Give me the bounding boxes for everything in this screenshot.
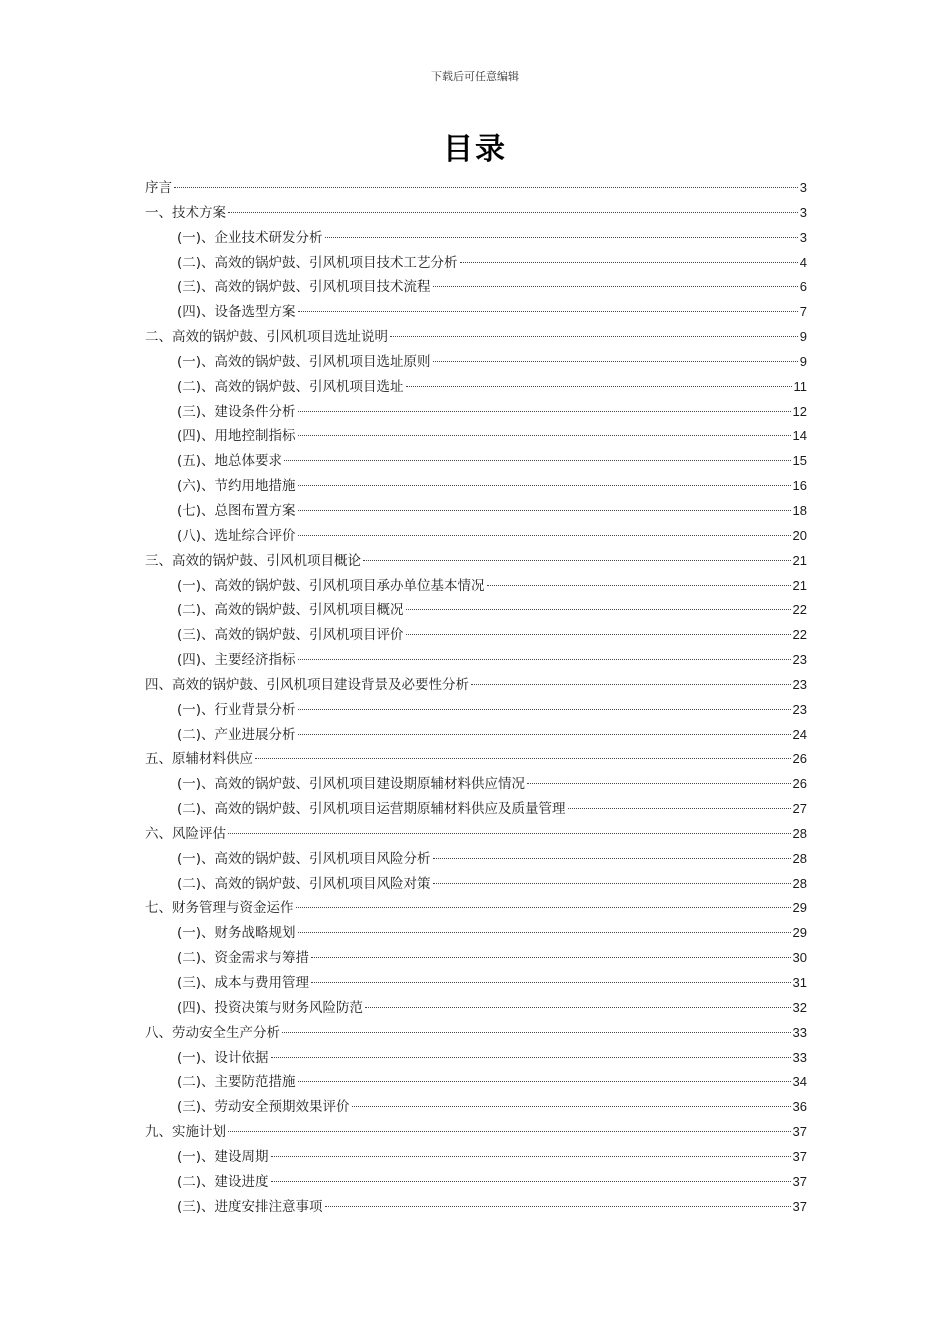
- toc-entry-label: (二)、高效的锅炉鼓、引风机项目风险对策: [177, 875, 431, 892]
- toc-section-entry[interactable]: [145, 1145, 807, 1170]
- toc-section-entry[interactable]: [145, 946, 807, 971]
- toc-section-entry[interactable]: [145, 424, 807, 449]
- toc-chapter-entry[interactable]: [145, 896, 807, 921]
- toc-entry-page-number: 12: [792, 403, 807, 419]
- toc-entry-label: (三)、劳动安全预期效果评价: [177, 1099, 350, 1116]
- toc-entry-label: (二)、产业进展分析: [177, 726, 296, 743]
- toc-entry-label: (三)、进度安排注意事项: [177, 1198, 323, 1215]
- toc-chapter-entry[interactable]: [145, 549, 807, 574]
- toc-entry-page-number: 22: [792, 627, 807, 643]
- toc-entry-page-number: 34: [792, 1074, 807, 1090]
- toc-entry-page-number: 3: [799, 180, 807, 195]
- toc-entry-page-number: 37: [792, 1198, 807, 1214]
- toc-section-entry[interactable]: [145, 574, 807, 599]
- toc-entry-label: (六)、节约用地措施: [177, 478, 296, 495]
- toc-section-entry[interactable]: [145, 300, 807, 325]
- toc-entry-page-number: 37: [792, 1148, 807, 1164]
- toc-entry-page-number: 37: [792, 1124, 807, 1140]
- toc-dot-leader: [255, 757, 791, 759]
- toc-dot-leader: [406, 608, 791, 610]
- toc-dot-leader: [298, 708, 791, 710]
- toc-entry-label: (一)、高效的锅炉鼓、引风机项目风险分析: [177, 850, 431, 867]
- toc-section-entry[interactable]: [145, 1070, 807, 1095]
- toc-dot-leader: [282, 1031, 791, 1033]
- toc-entry-label: (四)、主要经济指标: [177, 652, 296, 669]
- toc-entry-page-number: 32: [792, 999, 807, 1015]
- toc-section-entry[interactable]: [145, 872, 807, 897]
- toc-entry-label: (三)、成本与费用管理: [177, 975, 310, 991]
- toc-dot-leader: [174, 186, 798, 188]
- toc-dot-leader: [433, 360, 798, 362]
- toc-entry-page-number: 16: [792, 478, 807, 494]
- toc-entry-page-number: 23: [792, 701, 807, 717]
- toc-entry-page-number: 29: [792, 925, 807, 941]
- table-of-contents: [145, 176, 807, 1219]
- toc-entry-page-number: 28: [792, 875, 807, 891]
- toc-entry-page-number: 20: [792, 527, 807, 543]
- toc-entry-page-number: 4: [799, 254, 807, 270]
- toc-entry-page-number: 3: [799, 204, 807, 220]
- toc-dot-leader: [433, 882, 791, 884]
- toc-entry-page-number: 23: [792, 652, 807, 668]
- toc-section-entry[interactable]: [145, 350, 807, 375]
- toc-entry-label: (七)、总图布置方案: [177, 502, 296, 519]
- toc-dot-leader: [433, 285, 798, 287]
- toc-entry-page-number: 22: [792, 602, 807, 618]
- toc-entry-label: (一)、建设周期: [177, 1148, 269, 1165]
- toc-section-entry[interactable]: [145, 251, 807, 276]
- toc-entry-page-number: 28: [792, 850, 807, 866]
- toc-section-entry[interactable]: [145, 648, 807, 673]
- toc-dot-leader: [298, 658, 791, 660]
- toc-entry-page-number: 36: [792, 1099, 807, 1115]
- toc-entry-page-number: 29: [792, 900, 807, 916]
- toc-section-entry[interactable]: [145, 375, 807, 400]
- toc-section-entry[interactable]: [145, 524, 807, 549]
- toc-dot-leader: [406, 633, 791, 635]
- toc-entry-page-number: 6: [799, 279, 807, 295]
- toc-dot-leader: [298, 484, 791, 486]
- toc-entry-page-number: 26: [792, 776, 807, 792]
- toc-entry-label: (二)、高效的锅炉鼓、引风机项目选址: [177, 378, 404, 395]
- toc-entry-label: (一)、企业技术研发分析: [177, 229, 323, 246]
- toc-section-entry[interactable]: [145, 1170, 807, 1195]
- toc-entry-label: 八、劳动安全生产分析: [145, 1024, 280, 1041]
- toc-entry-label: (一)、行业背景分析: [177, 701, 296, 718]
- toc-chapter-entry[interactable]: [145, 747, 807, 772]
- toc-entry-label: 二、高效的锅炉鼓、引风机项目选址说明: [145, 329, 388, 346]
- toc-section-entry[interactable]: [145, 971, 807, 996]
- toc-section-entry[interactable]: [145, 996, 807, 1021]
- toc-dot-leader: [298, 1080, 791, 1082]
- toc-entry-label: 序言: [145, 180, 172, 196]
- toc-dot-leader: [460, 261, 798, 263]
- toc-section-entry[interactable]: [145, 474, 807, 499]
- toc-section-entry[interactable]: [145, 598, 807, 623]
- page-title: 目录: [443, 132, 507, 167]
- toc-entry-label: (二)、主要防范措施: [177, 1074, 296, 1091]
- toc-entry-label: (二)、建设进度: [177, 1173, 269, 1190]
- toc-entry-page-number: 23: [792, 676, 807, 692]
- toc-dot-leader: [363, 559, 791, 561]
- toc-section-entry[interactable]: [145, 1195, 807, 1220]
- toc-entry-page-number: 14: [792, 428, 807, 444]
- toc-entry-label: (二)、资金需求与筹措: [177, 950, 310, 967]
- toc-entry-page-number: 31: [792, 975, 807, 990]
- toc-section-entry[interactable]: [145, 921, 807, 946]
- toc-entry-label: (一)、财务战略规划: [177, 925, 296, 942]
- toc-dot-leader: [311, 981, 790, 983]
- toc-chapter-entry[interactable]: [145, 673, 807, 698]
- toc-dot-leader: [433, 857, 791, 859]
- toc-section-entry[interactable]: [145, 772, 807, 797]
- toc-dot-leader: [228, 832, 791, 834]
- toc-entry-label: (二)、高效的锅炉鼓、引风机项目运营期原辅材料供应及质量管理: [177, 801, 566, 818]
- toc-section-entry[interactable]: [145, 275, 807, 300]
- toc-chapter-entry[interactable]: [145, 176, 807, 201]
- toc-entry-page-number: 33: [792, 1049, 807, 1065]
- toc-entry-label: (四)、设备选型方案: [177, 304, 296, 321]
- toc-dot-leader: [527, 782, 790, 784]
- toc-entry-page-number: 15: [792, 453, 807, 469]
- toc-entry-page-number: 26: [792, 751, 807, 767]
- toc-dot-leader: [271, 1180, 791, 1182]
- toc-section-entry[interactable]: [145, 226, 807, 251]
- toc-entry-label: (一)、设计依据: [177, 1049, 269, 1066]
- toc-section-entry[interactable]: [145, 698, 807, 723]
- toc-entry-page-number: 30: [792, 950, 807, 966]
- page-header-note: 下载后可任意编辑: [431, 70, 519, 83]
- toc-dot-leader: [390, 335, 798, 337]
- toc-dot-leader: [365, 1006, 790, 1008]
- toc-section-entry[interactable]: [145, 623, 807, 648]
- toc-entry-label: (三)、建设条件分析: [177, 403, 296, 420]
- toc-entry-label: 四、高效的锅炉鼓、引风机项目建设背景及必要性分析: [145, 676, 469, 693]
- toc-section-entry[interactable]: [145, 797, 807, 822]
- toc-chapter-entry[interactable]: [145, 201, 807, 226]
- toc-dot-leader: [296, 906, 791, 908]
- toc-dot-leader: [228, 1130, 791, 1132]
- toc-entry-label: 六、风险评估: [145, 825, 226, 842]
- toc-entry-page-number: 7: [799, 304, 807, 320]
- toc-section-entry[interactable]: [145, 847, 807, 872]
- toc-entry-label: (三)、高效的锅炉鼓、引风机项目技术流程: [177, 279, 431, 296]
- toc-dot-leader: [271, 1056, 791, 1058]
- toc-dot-leader: [325, 236, 798, 238]
- toc-entry-label: (八)、选址综合评价: [177, 527, 296, 544]
- toc-section-entry[interactable]: [145, 499, 807, 524]
- toc-dot-leader: [298, 534, 791, 536]
- toc-entry-label: (二)、高效的锅炉鼓、引风机项目技术工艺分析: [177, 254, 458, 271]
- toc-entry-label: (一)、高效的锅炉鼓、引风机项目选址原则: [177, 353, 431, 370]
- toc-dot-leader: [298, 733, 791, 735]
- toc-entry-label: (一)、高效的锅炉鼓、引风机项目建设期原辅材料供应情况: [177, 776, 526, 793]
- toc-dot-leader: [352, 1105, 791, 1107]
- toc-dot-leader: [228, 211, 798, 213]
- toc-dot-leader: [406, 385, 792, 387]
- toc-entry-page-number: 3: [799, 229, 807, 245]
- toc-section-entry[interactable]: [145, 400, 807, 425]
- toc-dot-leader: [311, 956, 790, 958]
- toc-entry-label: 七、财务管理与资金运作: [145, 900, 294, 917]
- toc-dot-leader: [298, 410, 791, 412]
- toc-dot-leader: [298, 931, 791, 933]
- toc-entry-page-number: 27: [792, 801, 807, 817]
- toc-dot-leader: [487, 584, 791, 586]
- toc-dot-leader: [568, 807, 791, 809]
- toc-entry-page-number: 28: [792, 825, 807, 841]
- toc-entry-page-number: 11: [793, 378, 807, 394]
- toc-section-entry[interactable]: [145, 1095, 807, 1120]
- toc-dot-leader: [284, 459, 790, 461]
- toc-dot-leader: [271, 1155, 791, 1157]
- toc-entry-label: (四)、用地控制指标: [177, 428, 296, 445]
- toc-entry-label: (二)、高效的锅炉鼓、引风机项目概况: [177, 602, 404, 619]
- toc-dot-leader: [471, 683, 791, 685]
- toc-section-entry[interactable]: [145, 1046, 807, 1071]
- toc-entry-label: (三)、高效的锅炉鼓、引风机项目评价: [177, 627, 404, 644]
- toc-dot-leader: [298, 434, 791, 436]
- toc-chapter-entry[interactable]: [145, 1120, 807, 1145]
- toc-entry-page-number: 21: [792, 552, 807, 568]
- toc-dot-leader: [325, 1205, 791, 1207]
- toc-chapter-entry[interactable]: [145, 822, 807, 847]
- toc-entry-label: 五、原辅材料供应: [145, 751, 253, 768]
- toc-entry-page-number: 18: [792, 502, 807, 518]
- toc-dot-leader: [298, 509, 791, 511]
- toc-section-entry[interactable]: [145, 723, 807, 748]
- toc-entry-label: 九、实施计划: [145, 1124, 226, 1141]
- toc-entry-label: 三、高效的锅炉鼓、引风机项目概论: [145, 552, 361, 569]
- toc-entry-page-number: 9: [799, 329, 807, 345]
- toc-entry-page-number: 24: [792, 726, 807, 742]
- toc-entry-page-number: 21: [792, 577, 807, 593]
- toc-section-entry[interactable]: [145, 449, 807, 474]
- toc-entry-label: 一、技术方案: [145, 204, 226, 221]
- toc-entry-page-number: 9: [799, 353, 807, 369]
- toc-entry-label: (五)、地总体要求: [177, 453, 283, 470]
- toc-chapter-entry[interactable]: [145, 1021, 807, 1046]
- toc-dot-leader: [298, 310, 798, 312]
- toc-entry-label: (四)、投资决策与财务风险防范: [177, 999, 364, 1016]
- toc-chapter-entry[interactable]: [145, 325, 807, 350]
- toc-entry-label: (一)、高效的锅炉鼓、引风机项目承办单位基本情况: [177, 577, 485, 594]
- toc-entry-page-number: 37: [792, 1173, 807, 1189]
- toc-entry-page-number: 33: [792, 1024, 807, 1040]
